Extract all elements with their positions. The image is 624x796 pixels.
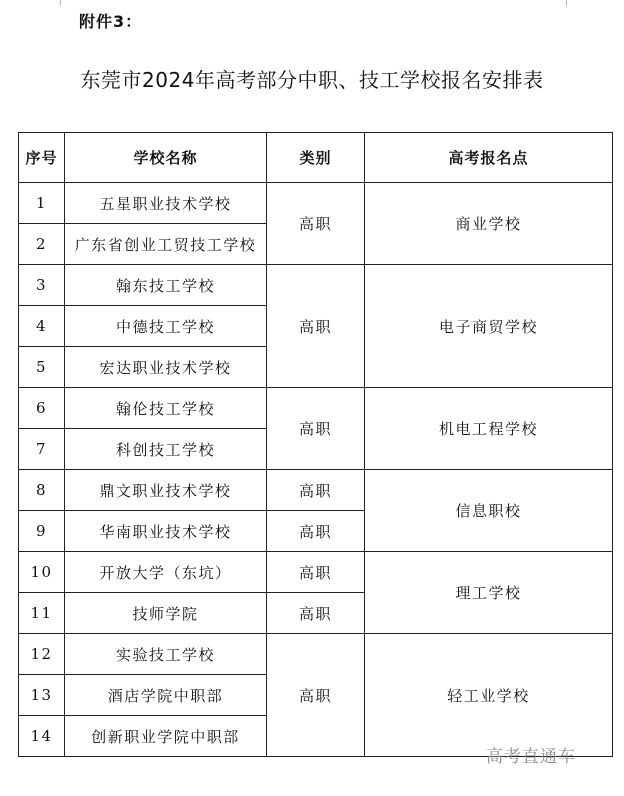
page-corner-mark-right xyxy=(566,0,567,6)
school-cell: 五星职业技术学校 xyxy=(65,183,267,224)
seq-cell: 3 xyxy=(19,265,65,306)
school-cell: 开放大学（东坑） xyxy=(65,552,267,593)
seq-cell: 14 xyxy=(19,716,65,757)
exam-site-cell: 电子商贸学校 xyxy=(365,265,613,388)
seq-cell: 2 xyxy=(19,224,65,265)
category-cell: 高职 xyxy=(267,470,365,511)
table-row xyxy=(19,183,613,224)
header-school: 学校名称 xyxy=(65,133,267,183)
seq-cell: 11 xyxy=(19,593,65,634)
school-cell: 中德技工学校 xyxy=(65,306,267,347)
registration-table xyxy=(18,132,613,757)
table-row xyxy=(19,388,613,429)
seq-cell: 6 xyxy=(19,388,65,429)
school-cell: 翰东技工学校 xyxy=(65,265,267,306)
exam-site-cell: 轻工业学校 xyxy=(365,634,613,757)
category-cell: 高职 xyxy=(267,511,365,552)
seq-cell: 7 xyxy=(19,429,65,470)
category-cell: 高职 xyxy=(267,593,365,634)
school-cell: 华南职业技术学校 xyxy=(65,511,267,552)
attachment-label: 附件3： xyxy=(79,12,143,31)
category-cell: 高职 xyxy=(267,265,365,388)
header-seq: 序号 xyxy=(19,133,65,183)
table-row xyxy=(19,634,613,675)
school-cell: 酒店学院中职部 xyxy=(65,675,267,716)
school-cell: 鼎文职业技术学校 xyxy=(65,470,267,511)
table-row xyxy=(19,265,613,306)
exam-site-cell: 理工学校 xyxy=(365,552,613,634)
school-cell: 实验技工学校 xyxy=(65,634,267,675)
category-cell: 高职 xyxy=(267,183,365,265)
category-cell: 高职 xyxy=(267,388,365,470)
seq-cell: 1 xyxy=(19,183,65,224)
school-cell: 创新职业学院中职部 xyxy=(65,716,267,757)
seq-cell: 4 xyxy=(19,306,65,347)
seq-cell: 5 xyxy=(19,347,65,388)
watermark-text: 高考直通车 xyxy=(486,747,576,767)
table-row xyxy=(19,470,613,511)
exam-site-cell: 商业学校 xyxy=(365,183,613,265)
category-cell: 高职 xyxy=(267,552,365,593)
page-corner-mark-left xyxy=(60,0,61,6)
seq-cell: 13 xyxy=(19,675,65,716)
header-exam-site: 高考报名点 xyxy=(365,133,613,183)
school-cell: 广东省创业工贸技工学校 xyxy=(65,224,267,265)
school-cell: 技师学院 xyxy=(65,593,267,634)
category-cell: 高职 xyxy=(267,634,365,757)
table-header-row xyxy=(19,133,613,183)
seq-cell: 8 xyxy=(19,470,65,511)
exam-site-cell: 机电工程学校 xyxy=(365,388,613,470)
school-cell: 翰伦技工学校 xyxy=(65,388,267,429)
seq-cell: 9 xyxy=(19,511,65,552)
school-cell: 科创技工学校 xyxy=(65,429,267,470)
table-row xyxy=(19,552,613,593)
seq-cell: 12 xyxy=(19,634,65,675)
header-category: 类别 xyxy=(267,133,365,183)
seq-cell: 10 xyxy=(19,552,65,593)
document-title: 东莞市2024年高考部分中职、技工学校报名安排表 xyxy=(80,68,544,92)
school-cell: 宏达职业技术学校 xyxy=(65,347,267,388)
exam-site-cell: 信息职校 xyxy=(365,470,613,552)
